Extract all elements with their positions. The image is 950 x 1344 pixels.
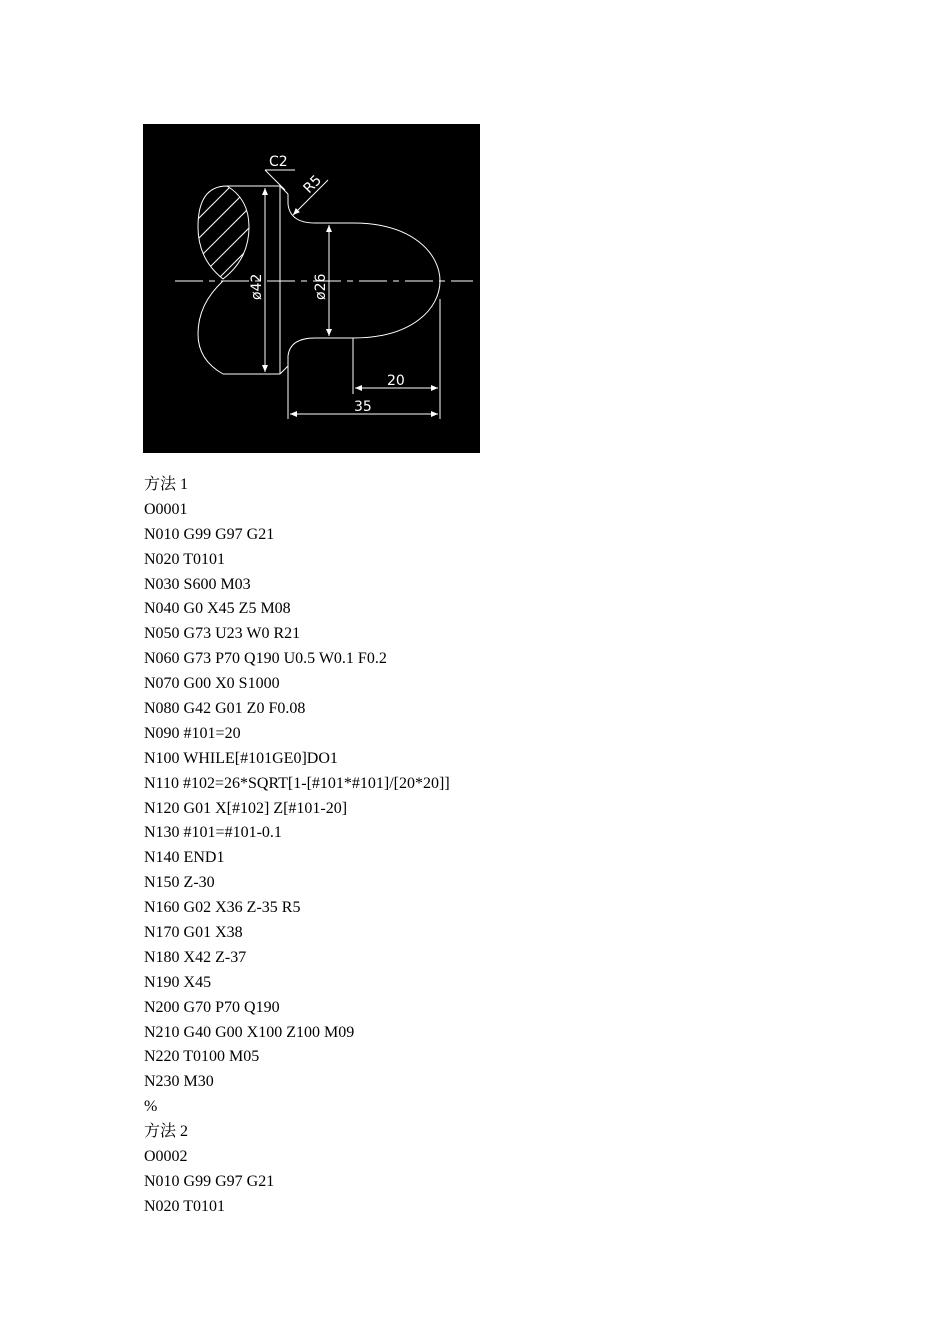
chuck-break-lower	[198, 281, 223, 374]
program-line: 方法 2	[144, 1123, 189, 1141]
program-line: N010 G99 G97 G21	[144, 1172, 275, 1190]
program-line: N210 G40 G00 X100 Z100 M09	[144, 1023, 355, 1041]
chamfer-bottom	[280, 366, 288, 374]
program-line: N110 #102=26*SQRT[1-[#101*#101]/[20*20]]	[144, 774, 450, 792]
chamfer-top	[280, 186, 288, 194]
program-line: O0002	[144, 1148, 188, 1166]
label-35: 35	[354, 399, 372, 415]
program-line: N150 Z-30	[144, 874, 215, 892]
program-line: N010 G99 G97 G21	[144, 525, 275, 543]
program-line: N020 T0101	[144, 1197, 226, 1215]
program-line: N020 T0101	[144, 550, 226, 568]
program-line: N120 G01 X[#102] Z[#101-20]	[144, 799, 348, 817]
program-line: N040 G0 X45 Z5 M08	[144, 600, 291, 618]
program-line: N190 X45	[144, 973, 212, 991]
label-20: 20	[387, 373, 405, 389]
program-line: N160 G02 X36 Z-35 R5	[144, 899, 301, 917]
label-dia-42: ø42	[249, 273, 265, 300]
program-line: N140 END1	[144, 849, 225, 867]
program-line: N200 G70 P70 Q190	[144, 998, 280, 1016]
part-drawing-svg	[143, 124, 480, 453]
label-c2: C2	[269, 154, 288, 170]
chuck-break-upper	[198, 186, 249, 279]
program-line: N070 G00 X0 S1000	[144, 675, 280, 693]
program-line: 方法 1	[144, 476, 189, 493]
label-dia-26: ø26	[313, 273, 329, 300]
program-line: N130 #101=#101-0.1	[144, 824, 282, 842]
hatch	[183, 174, 268, 289]
program-line: N230 M30	[144, 1073, 214, 1091]
program-line: N220 T0100 M05	[144, 1048, 260, 1066]
label-r5: R5	[300, 172, 326, 197]
program-line: N090 #101=20	[144, 724, 241, 742]
program-line: N170 G01 X38	[144, 924, 243, 942]
program-listing	[144, 473, 450, 1220]
c2-leader	[265, 170, 285, 190]
program-line: N050 G73 U23 W0 R21	[144, 625, 301, 643]
program-line: O0001	[144, 500, 188, 518]
program-line: N030 S600 M03	[144, 575, 251, 593]
program-line: N080 G42 G01 Z0 F0.08	[144, 700, 306, 718]
program-line: %	[144, 1098, 158, 1116]
fillet-bottom	[288, 338, 315, 356]
program-line: N100 WHILE[#101GE0]DO1	[144, 749, 338, 767]
part-drawing	[143, 124, 480, 453]
program-line: N180 X42 Z-37	[144, 948, 247, 966]
program-line: N060 G73 P70 Q190 U0.5 W0.1 F0.2	[144, 650, 387, 668]
